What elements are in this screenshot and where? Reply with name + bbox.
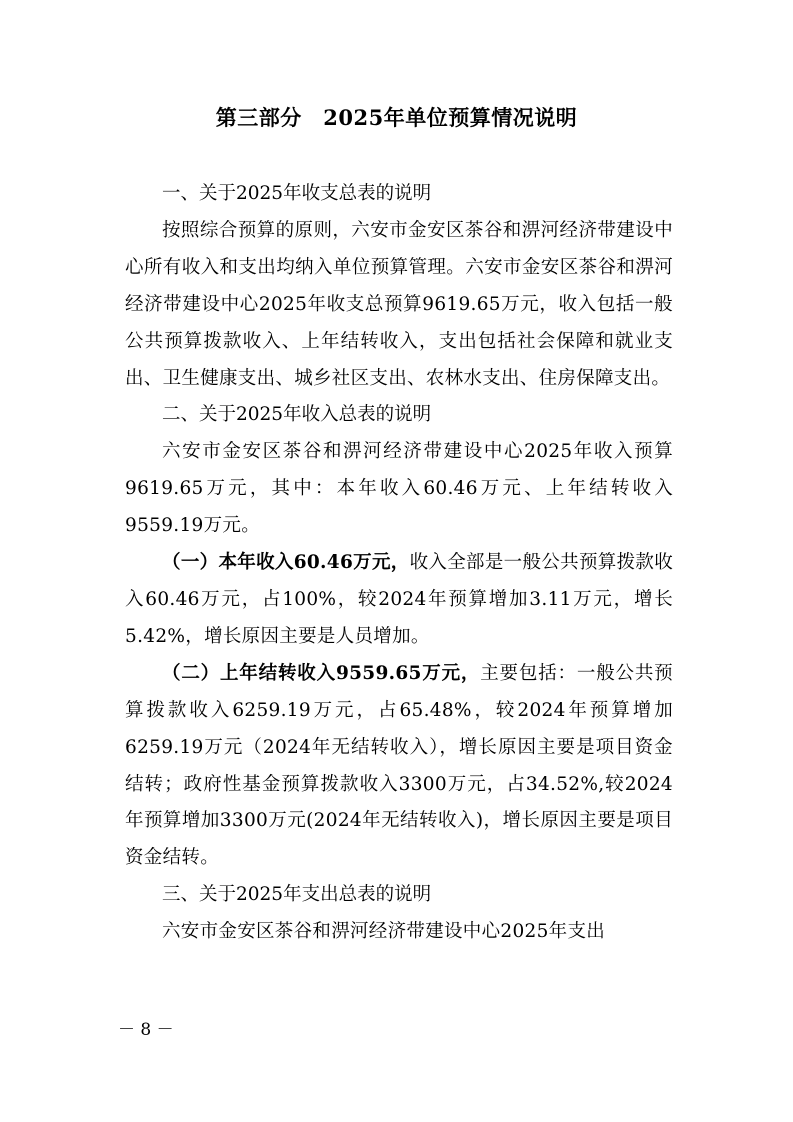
current-year-income-text: 收入全部是一般公共预算拨款收入60.46万元，占100%，较2024年预算增加3.11万元，增长5.42%，增长原因主要是人员增加。 [125,552,674,647]
current-year-income-lead: （一）本年收入60.46万元， [162,552,410,574]
carryover-income-text: 主要包括：一般公共预算拨款收入6259.19万元，占65.48%，较2024年预算增加6259.19万元（2024年无结转收入），增长原因主要是项目资金结转；政府性基金预算拨款收入3300万元，占34.52%,较2024年预算增加3300万元(2024年无结转收入)，增长原因主要是项目资金结转。 [125,662,673,869]
paragraph-current-year-income [125,545,673,656]
body-text [125,176,673,951]
section-heading-income-expenditure-summary: 一、关于2025年收支总表的说明 [162,183,432,204]
page-number: － 8 － [118,1020,174,1040]
carryover-income-lead: （二）上年结转收入9559.65万元， [162,662,481,684]
paragraph-income-expenditure-summary: 按照综合预算的原则，六安市金安区茶谷和淠河经济带建设中心所有收入和支出均纳入单位预算管理。六安市金安区茶谷和淠河经济带建设中心2025年收支总预算9619.65万元，收入包括一般公共预算拨款收入、上年结转收入，支出包括社会保障和就业支出、卫生健康支出、城乡社区支出、农林水支出、住房保障支出。 [125,219,673,389]
paragraph-expenditure-summary: 六安市金安区茶谷和淠河经济带建设中心2025年支出 [162,921,606,943]
section-heading-income-summary: 二、关于2025年收入总表的说明 [162,404,432,426]
paragraph-carryover-income [125,656,673,877]
page-title: 第三部分 2025年单位预算情况说明 [215,105,578,130]
section-heading-expenditure-summary: 三、关于2025年支出总表的说明 [162,884,432,906]
paragraph-income-summary: 六安市金安区茶谷和淠河经济带建设中心2025年收入预算9619.65万元，其中：本年收入60.46万元、上年结转收入9559.19万元。 [125,441,673,537]
